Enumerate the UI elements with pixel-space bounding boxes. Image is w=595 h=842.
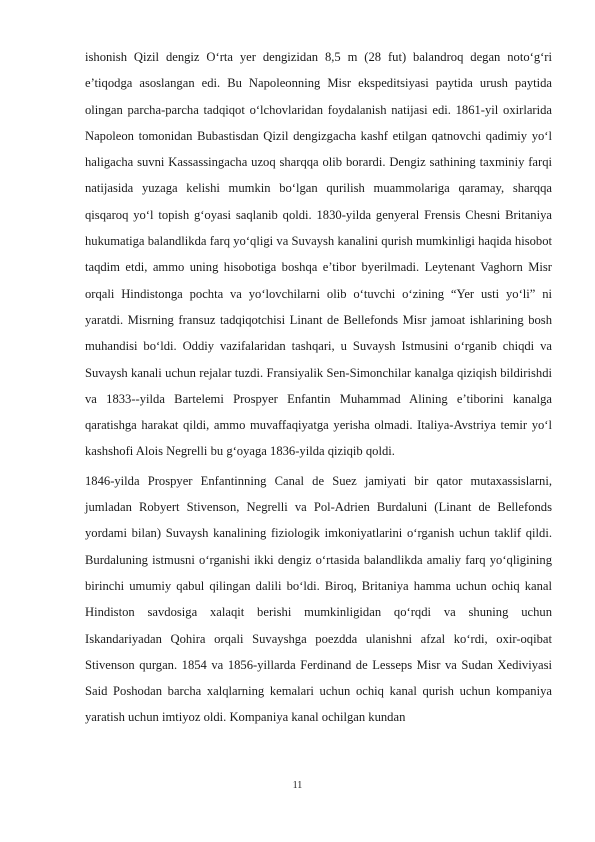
paragraph: 1846-yilda Prospyer Enfantinning Canal de Suez jamiyati bir qator mutaxassislarni, jumladan Robyert Stivenson, Negrelli va Pol-Adrien Burdaluni (Linant de Bellefonds yordami bilan) Suvaysh kanalining fiziologik imkoniyatlarini o‘rganish uchun taklif qildi. Burdaluning istmusni o‘rganishi ikki dengiz o‘rtasida balandlikda amaliy farq yo‘qligining birinchi umumiy qabul qilingan dalili bo‘ldi. Biroq, Britaniya hamma uchun ochiq kanal Hindiston savdosiga xalaqit berishi mumkinligidan qo‘rqdi va shuning uchun Iskandariyadan Qohira orqali Suvayshga poezdda ulanishni afzal ko‘rdi, oxir-oqibat Stivenson qurgan. 1854 va 1856-yillarda Ferdinand de Lesseps Misr va Sudan Xediviyasi Said Poshodan barcha xalqlarning kemalari uchun ochiq kanal qurish uchun kompaniya yaratish uchun imtiyoz oldi. Kompaniya kanal ochilgan kundan <box>85 473 552 725</box>
document-body <box>85 44 552 731</box>
page-number: 11 <box>292 780 303 791</box>
paragraph: ishonish Qizil dengiz O‘rta yer dengizidan 8,5 m (28 fut) balandroq degan noto‘g‘ri e’tiqodga asoslangan edi. Bu Napoleonning Misr ekspeditsiyasi paytida urush paytida olingan parcha-parcha tadqiqot o‘lchovlaridan foydalanish natijasi edi. 1861-yil oxirlarida Napoleon tomonidan Bubastisdan Qizil dengizgacha kashf etilgan qatnovchi qadimiy yo‘l haligacha suvni Kassassingacha uzoq sharqqa olib borardi. Dengiz sathining taxminiy farqi natijasida yuzaga kelishi mumkin bo‘lgan qurilish muammolariga qaramay, sharqqa qisqaroq yo‘l topish g‘oyasi saqlanib qoldi. 1830-yilda genyeral Frensis Chesni Britaniya hukumatiga balandlikda farq yo‘qligi va Suvaysh kanalini qurish mumkinligi haqida hisobot taqdim etdi, ammo uning hisobotiga boshqa e’tibor byerilmadi. Leytenant Vaghorn Misr orqali Hindistonga pochta va yo‘lovchilarni olib o‘tuvchi o‘zining “Yer usti yo‘li” ni yaratdi. Misrning fransuz tadqiqotchisi Linant de Bellefonds Misr jamoat ishlarining bosh muhandisi bo‘ldi. Oddiy vazifalaridan tashqari, u Suvaysh Istmusini o‘rganib chiqdi va Suvaysh kanali uchun rejalar tuzdi. Fransiyalik Sen-Simonchilar kanalga qiziqish bildirishdi va 1833--yilda Bartelemi Prospyer Enfantin Muhammad Alining e’tiborini kanalga qaratishga harakat qildi, ammo muvaffaqiyatga yerisha olmadi. Italiya-Avstriya temir yo‘l kashshofi Alois Negrelli bu g‘oyaga 1836-yilda qiziqib qoldi. <box>85 50 552 459</box>
